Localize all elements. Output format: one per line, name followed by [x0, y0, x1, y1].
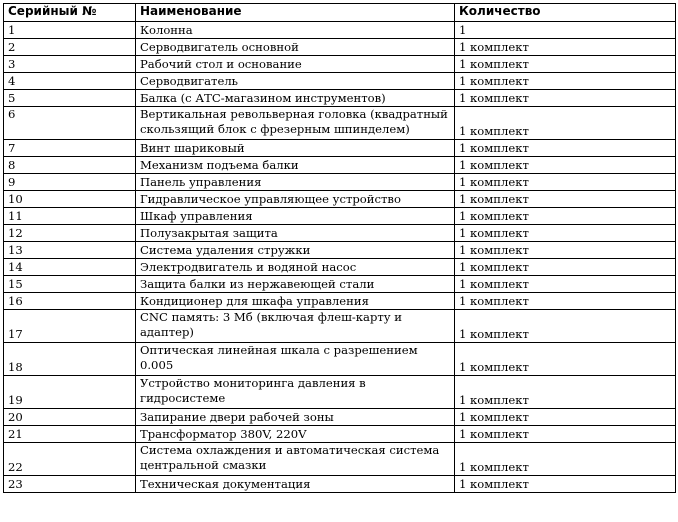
name-cell: Трансформатор 380V, 220V [136, 426, 455, 443]
quantity-cell: 1 комплект [455, 426, 676, 443]
quantity-cell: 1 комплект [455, 476, 676, 493]
serial-number-cell: 15 [4, 276, 136, 293]
table-row [4, 443, 676, 476]
name-cell: Гидравлическое управляющее устройство [136, 191, 455, 208]
quantity-cell: 1 комплект [455, 157, 676, 174]
quantity-cell: 1 комплект [455, 73, 676, 90]
quantity-cell: 1 комплект [455, 39, 676, 56]
quantity-cell: 1 комплект [455, 208, 676, 225]
table-row [4, 22, 676, 39]
serial-number-cell: 19 [4, 376, 136, 409]
table-row [4, 90, 676, 107]
table-row [4, 191, 676, 208]
table-row [4, 174, 676, 191]
serial-number-cell: 18 [4, 343, 136, 376]
quantity-cell: 1 комплект [455, 242, 676, 259]
table-row [4, 225, 676, 242]
name-cell: Серводвигатель [136, 73, 455, 90]
serial-number-cell: 20 [4, 409, 136, 426]
serial-number-cell: 13 [4, 242, 136, 259]
quantity-cell: 1 [455, 22, 676, 39]
table-row [4, 343, 676, 376]
table-row [4, 157, 676, 174]
serial-number-cell: 14 [4, 259, 136, 276]
table-row [4, 293, 676, 310]
serial-number-cell: 17 [4, 310, 136, 343]
name-cell: Электродвигатель и водяной насос [136, 259, 455, 276]
quantity-cell: 1 комплект [455, 174, 676, 191]
name-cell: Полузакрытая защита [136, 225, 455, 242]
serial-number-cell: 1 [4, 22, 136, 39]
name-cell: Устройство мониторинга давления в гидросистеме [136, 376, 455, 409]
name-cell: Система охлаждения и автоматическая система центральной смазки [136, 443, 455, 476]
quantity-cell: 1 комплект [455, 293, 676, 310]
name-cell: Техническая документация [136, 476, 455, 493]
name-cell: Вертикальная револьверная головка (квадратный скользящий блок с фрезерным шпинделем) [136, 107, 455, 140]
quantity-cell: 1 комплект [455, 191, 676, 208]
name-cell: Панель управления [136, 174, 455, 191]
serial-number-cell: 23 [4, 476, 136, 493]
table-row [4, 310, 676, 343]
serial-number-cell: 6 [4, 107, 136, 140]
serial-number-cell: 3 [4, 56, 136, 73]
serial-number-cell: 9 [4, 174, 136, 191]
serial-number-cell: 7 [4, 140, 136, 157]
name-cell: Защита балки из нержавеющей стали [136, 276, 455, 293]
header-serial-number: Серийный № [4, 4, 136, 22]
serial-number-cell: 5 [4, 90, 136, 107]
table-row [4, 426, 676, 443]
table-row [4, 107, 676, 140]
name-cell: Винт шариковый [136, 140, 455, 157]
table-row [4, 476, 676, 493]
table-row [4, 259, 676, 276]
table-row [4, 376, 676, 409]
table-row [4, 208, 676, 225]
serial-number-cell: 10 [4, 191, 136, 208]
name-cell: Кондиционер для шкафа управления [136, 293, 455, 310]
table-row [4, 409, 676, 426]
quantity-cell: 1 комплект [455, 310, 676, 343]
serial-number-cell: 12 [4, 225, 136, 242]
serial-number-cell: 16 [4, 293, 136, 310]
name-cell: Рабочий стол и основание [136, 56, 455, 73]
header-row [4, 4, 676, 22]
name-cell: Механизм подъема балки [136, 157, 455, 174]
name-cell: Оптическая линейная шкала с разрешением 0.005 [136, 343, 455, 376]
components-table [3, 3, 676, 493]
table-row [4, 73, 676, 90]
quantity-cell: 1 комплект [455, 140, 676, 157]
table-row [4, 276, 676, 293]
name-cell: Система удаления стружки [136, 242, 455, 259]
serial-number-cell: 22 [4, 443, 136, 476]
quantity-cell: 1 комплект [455, 90, 676, 107]
quantity-cell: 1 комплект [455, 107, 676, 140]
name-cell: Серводвигатель основной [136, 39, 455, 56]
quantity-cell: 1 комплект [455, 409, 676, 426]
serial-number-cell: 4 [4, 73, 136, 90]
header-quantity: Количество [455, 4, 676, 22]
quantity-cell: 1 комплект [455, 376, 676, 409]
name-cell: Шкаф управления [136, 208, 455, 225]
quantity-cell: 1 комплект [455, 259, 676, 276]
serial-number-cell: 8 [4, 157, 136, 174]
quantity-cell: 1 комплект [455, 276, 676, 293]
quantity-cell: 1 комплект [455, 225, 676, 242]
quantity-cell: 1 комплект [455, 343, 676, 376]
quantity-cell: 1 комплект [455, 56, 676, 73]
table-row [4, 242, 676, 259]
table-row [4, 140, 676, 157]
quantity-cell: 1 комплект [455, 443, 676, 476]
serial-number-cell: 11 [4, 208, 136, 225]
name-cell: Балка (с АТС-магазином инструментов) [136, 90, 455, 107]
name-cell: Колонна [136, 22, 455, 39]
serial-number-cell: 21 [4, 426, 136, 443]
serial-number-cell: 2 [4, 39, 136, 56]
table-row [4, 56, 676, 73]
table-row [4, 39, 676, 56]
header-name: Наименование [136, 4, 455, 22]
name-cell: Запирание двери рабочей зоны [136, 409, 455, 426]
name-cell: CNC память: 3 Мб (включая флеш-карту и адаптер) [136, 310, 455, 343]
